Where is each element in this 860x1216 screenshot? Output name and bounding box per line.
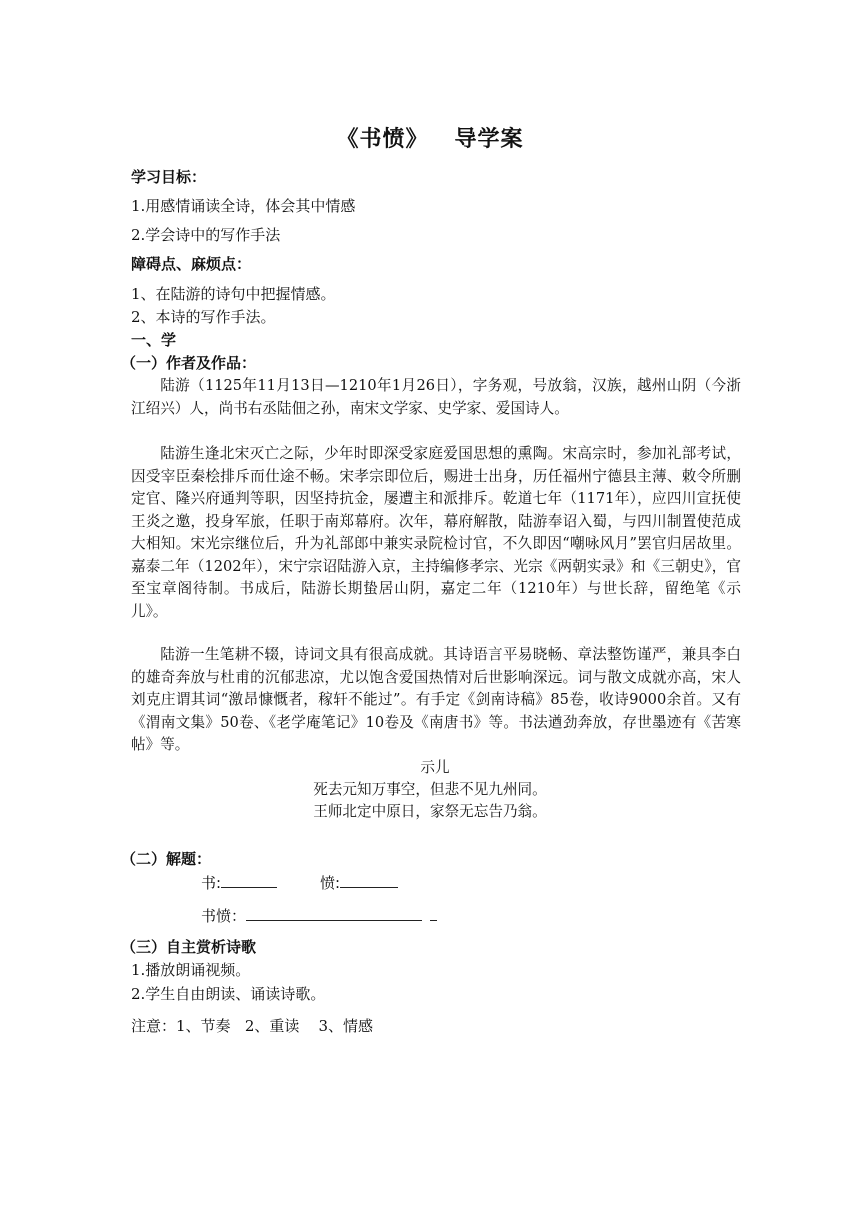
shufen-fill: [201, 905, 437, 926]
goal-item-2: 2.学会诗中的写作手法: [131, 226, 281, 244]
poem-line-2: 王师北定中原日，家祭无忘告乃翁。: [313, 803, 547, 820]
document-title: [0, 122, 860, 153]
explain-heading: （二）解题：: [121, 850, 212, 868]
goal-item-1: 1.用感情诵读全诗，体会其中情感: [131, 197, 356, 215]
fen-label: 愤:: [320, 874, 341, 892]
poem-title: 示儿: [420, 759, 450, 776]
shu-label: 书:: [201, 874, 222, 892]
poem-line-1: 死去元知万事空，但悲不见九州同。: [313, 781, 547, 798]
title-book-name: 《书愤》: [336, 127, 429, 152]
difficulties-heading: 障碍点、麻烦点：: [131, 255, 252, 273]
appreciate-heading: （三）自主赏析诗歌: [121, 938, 257, 956]
shufen-label: 书愤：: [201, 907, 247, 925]
author-paragraph-2: 陆游生逢北宋灭亡之际，少年时即深受家庭爱国思想的熏陶。宋高宗时，参加礼部考试，因受宰臣秦桧排斥而仕途不畅。宋孝宗即位后，赐进士出身，历任福州宁德县主薄、敕令所删定官、隆兴府通判等职，因坚持抗金，屡遭主和派排斥。乾道七年（1171年），应四川宣抚使王炎之邀，投身军旅，任职于南郑幕府。次年，幕府解散，陆游奉诏入蜀，与四川制置使范成大相知。宋光宗继位后，升为礼部郎中兼实录院检讨官，不久即因“嘲咏风月”罢官归居故里。嘉泰二年（1202年），宋宁宗诏陆游入京，主持编修孝宗、光宗《两朝实录》和《三朝史》，官至宝章阁待制。书成后，陆游长期蛰居山阴，嘉定二年（1210年）与世长辞，留绝笔《示儿》。: [131, 445, 741, 620]
author-heading: （一）作者及作品：: [121, 354, 257, 372]
fen-blank[interactable]: [340, 873, 398, 888]
shu-blank[interactable]: [221, 873, 277, 888]
title-suffix: 导学案: [454, 127, 524, 152]
difficulty-item-1: 1、在陆游的诗句中把握情感。: [131, 285, 336, 303]
section-study-heading: 一、学: [131, 331, 177, 349]
appreciate-item-1: 1.播放朗诵视频。: [131, 961, 251, 979]
shufen-blank-tail: [430, 906, 437, 921]
note-text: 注意：1、节奏 2、重读 3、情感: [131, 1017, 374, 1035]
difficulty-item-2: 2、本诗的写作手法。: [131, 308, 276, 326]
shu-fill: [201, 872, 277, 893]
shufen-blank[interactable]: [246, 906, 422, 921]
fen-fill: [320, 872, 398, 893]
author-paragraph-3: 陆游一生笔耕不辍，诗词文具有很高成就。其诗语言平易晓畅、章法整饬谨严，兼具李白的雄奇奔放与杜甫的沉郁悲凉，尤以饱含爱国热情对后世影响深远。词与散文成就亦高，宋人刘克庄谓其词“激昂慷慨者，稼轩不能过”。有手定《剑南诗稿》85卷，收诗9000余首。又有《渭南文集》50卷、《老学庵笔记》10卷及《南唐书》等。书法遒劲奔放，存世墨迹有《苦寒帖》等。: [131, 646, 741, 753]
appreciate-item-2: 2.学生自由朗读、诵读诗歌。: [131, 985, 326, 1003]
author-paragraph-1: 陆游（1125年11月13日—1210年1月26日），字务观，号放翁，汉族，越州山阴（今浙江绍兴）人，尚书右丞陆佃之孙，南宋文学家、史学家、爱国诗人。: [131, 377, 741, 417]
goals-heading: 学习目标：: [131, 168, 207, 186]
